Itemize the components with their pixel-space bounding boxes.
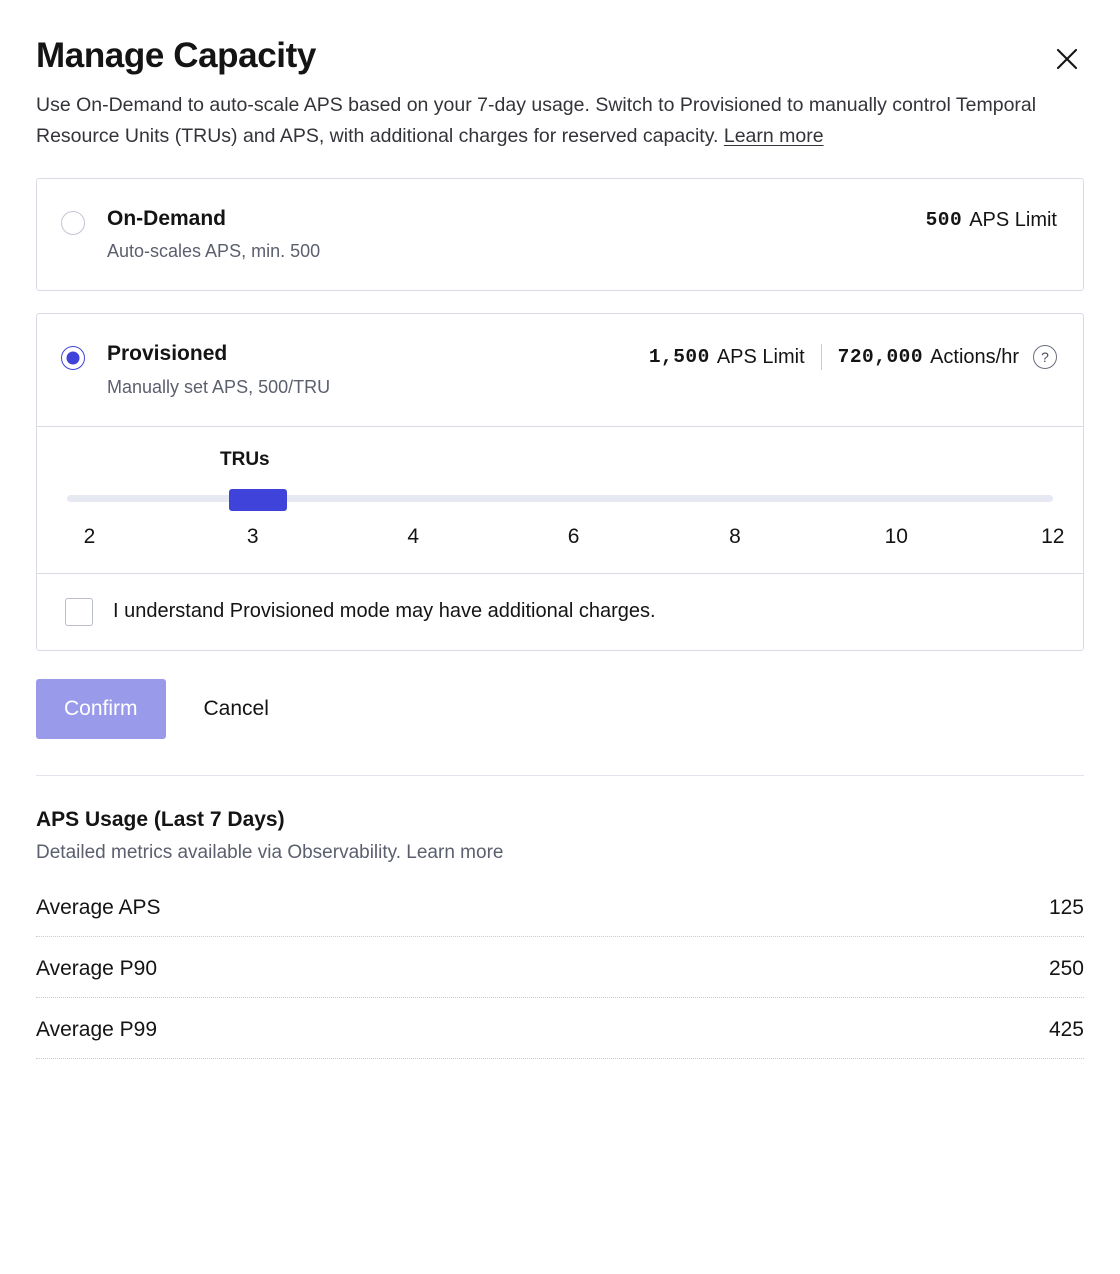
- capacity-option-on-demand[interactable]: [36, 178, 1084, 291]
- cancel-button[interactable]: Cancel: [194, 679, 279, 739]
- acknowledgement-label: I understand Provisioned mode may have additional charges.: [113, 600, 656, 623]
- option-provisioned-meta: [649, 340, 1057, 370]
- slider-tick-4: 4: [407, 524, 419, 548]
- help-circle-icon[interactable]: ?: [1033, 345, 1057, 369]
- acknowledgement-row[interactable]: [37, 573, 1083, 650]
- option-on-demand-subtitle: Auto-scales APS, min. 500: [107, 241, 321, 262]
- usage-row: [36, 937, 1084, 998]
- radio-provisioned[interactable]: [61, 346, 85, 370]
- slider-track[interactable]: [67, 495, 1053, 502]
- slider-tick-2: 2: [83, 524, 96, 548]
- provisioned-actions-value: 720,000: [837, 346, 924, 369]
- acknowledgement-checkbox[interactable]: [65, 598, 93, 626]
- page-title: Manage Capacity: [36, 36, 316, 75]
- slider-tick-3: 3: [246, 524, 259, 548]
- capacity-option-provisioned[interactable]: [36, 313, 1084, 650]
- slider-tick-12: 12: [1041, 524, 1065, 548]
- option-on-demand-title: On-Demand: [107, 206, 227, 230]
- option-on-demand-row[interactable]: [37, 179, 1083, 290]
- dialog-actions: [36, 679, 1084, 739]
- slider-tick-10: 10: [884, 524, 908, 548]
- on-demand-aps-unit: APS Limit: [969, 208, 1057, 231]
- close-icon[interactable]: [1050, 42, 1084, 76]
- trus-slider-section: [37, 426, 1083, 573]
- usage-row: [36, 876, 1084, 937]
- slider-tick-8: 8: [729, 524, 741, 548]
- option-provisioned-row[interactable]: [37, 314, 1083, 425]
- slider-thumb[interactable]: [229, 489, 287, 511]
- slider-tick-labels: [65, 524, 1065, 555]
- provisioned-actions-unit: Actions/hr: [930, 345, 1019, 368]
- option-provisioned-title: Provisioned: [107, 342, 228, 366]
- usage-row-label: Average APS: [36, 895, 161, 919]
- learn-more-link[interactable]: Learn more: [723, 125, 824, 148]
- usage-row-value: 250: [1048, 956, 1084, 980]
- trus-slider-label: TRUs: [220, 448, 270, 470]
- usage-rows: [36, 876, 1084, 1059]
- on-demand-aps-value: 500: [925, 209, 963, 232]
- usage-row: [36, 998, 1084, 1059]
- slider-tick-6: 6: [567, 524, 580, 548]
- radio-on-demand[interactable]: [61, 211, 85, 235]
- option-provisioned-text: [107, 340, 649, 399]
- option-on-demand-text: [107, 205, 926, 264]
- option-provisioned-subtitle: Manually set APS, 500/TRU: [107, 376, 331, 397]
- usage-section-title: APS Usage (Last 7 Days): [36, 807, 285, 831]
- usage-row-label: Average P99: [36, 1017, 158, 1041]
- confirm-button[interactable]: Confirm: [36, 679, 166, 739]
- meta-divider: [821, 344, 822, 370]
- usage-row-label: Average P90: [36, 956, 158, 980]
- usage-section-subtitle: Detailed metrics available via Observability. Learn more: [36, 841, 504, 863]
- description-text: Use On-Demand to auto-scale APS based on your 7-day usage. Switch to Provisioned to manually control Temporal Resource Units (TRUs) and APS, with additional charges for reserved capacity.: [36, 94, 1037, 148]
- usage-row-value: 125: [1048, 895, 1084, 919]
- provisioned-aps-value: 1,500: [648, 346, 710, 369]
- dialog-header: [36, 36, 1084, 76]
- usage-row-value: 425: [1048, 1017, 1084, 1041]
- option-on-demand-meta: [926, 205, 1057, 232]
- dialog-description: [36, 90, 1084, 152]
- section-divider: [36, 775, 1084, 776]
- provisioned-aps-unit: APS Limit: [716, 345, 805, 368]
- trus-slider[interactable]: [67, 487, 1053, 509]
